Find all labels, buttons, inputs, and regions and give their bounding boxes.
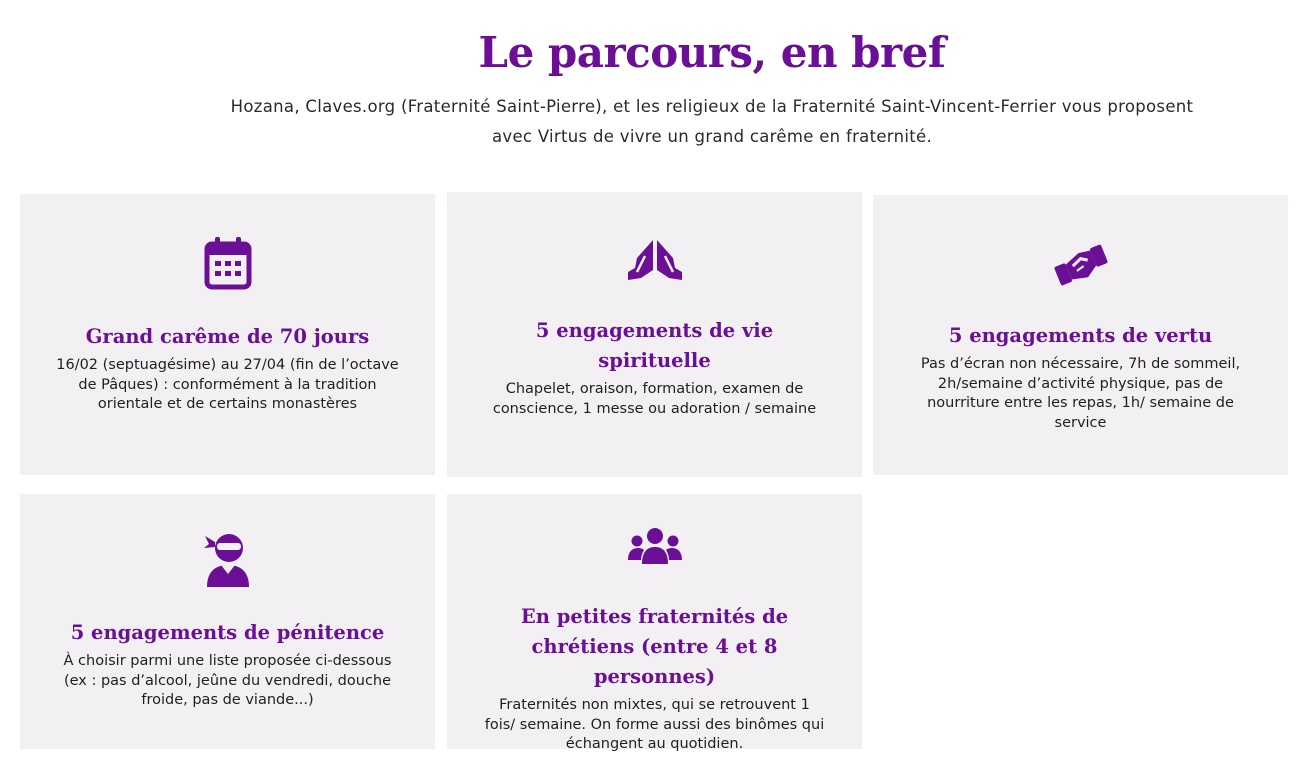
- card-title: 5 engagements de pénitence: [70, 621, 385, 644]
- handshake-icon: [1053, 241, 1109, 289]
- card-description: À choisir parmi une liste proposée ci-dessous (ex : pas d’alcool, jeûne du vendredi, douche froide, pas de viande...): [63, 653, 392, 708]
- card-title: 5 engagements de vertu: [948, 324, 1213, 347]
- calendar-icon: [204, 236, 252, 290]
- card-penitence: [20, 494, 435, 749]
- card-fraternites: [447, 494, 862, 752]
- intro-line-1: Hozana, Claves.org (Fraternité Saint-Pierre), et les religieux de la Fraternité Saint-Vincent-Ferrier vous proposent: [230, 97, 1194, 116]
- card-description: Pas d’écran non nécessaire, 7h de sommeil, 2h/semaine d’activité physique, pas de nourriture entre les repas, 1h/ semaine de service: [920, 356, 1241, 431]
- card-vie-spirituelle: [447, 192, 862, 477]
- intro-text: [150, 92, 1274, 152]
- users-icon: [627, 526, 683, 566]
- card-description: Chapelet, oraison, formation, examen de conscience, 1 messe ou adoration / semaine: [492, 381, 817, 417]
- praying-hands-icon: [627, 236, 683, 282]
- ninja-icon: [203, 532, 253, 588]
- card-title: En petites fraternités de chrétiens (entre 4 et 8 personnes): [520, 605, 789, 688]
- page-title: Le parcours, en bref: [478, 28, 946, 77]
- card-grand-careme: [20, 194, 435, 475]
- card-description: 16/02 (septuagésime) au 27/04 (fin de l’octave de Pâques) : conformément à la tradition orientale et de certains monastères: [56, 357, 399, 412]
- card-vertu: [873, 195, 1288, 475]
- card-title: 5 engagements de vie spirituelle: [535, 319, 774, 372]
- card-title: Grand carême de 70 jours: [85, 325, 370, 348]
- intro-line-2: avec Virtus de vivre un grand carême en fraternité.: [491, 127, 932, 146]
- card-description: Fraternités non mixtes, qui se retrouvent 1 fois/ semaine. On forme aussi des binômes qui échangent au quotidien.: [484, 697, 825, 752]
- intro-section: [150, 24, 1274, 152]
